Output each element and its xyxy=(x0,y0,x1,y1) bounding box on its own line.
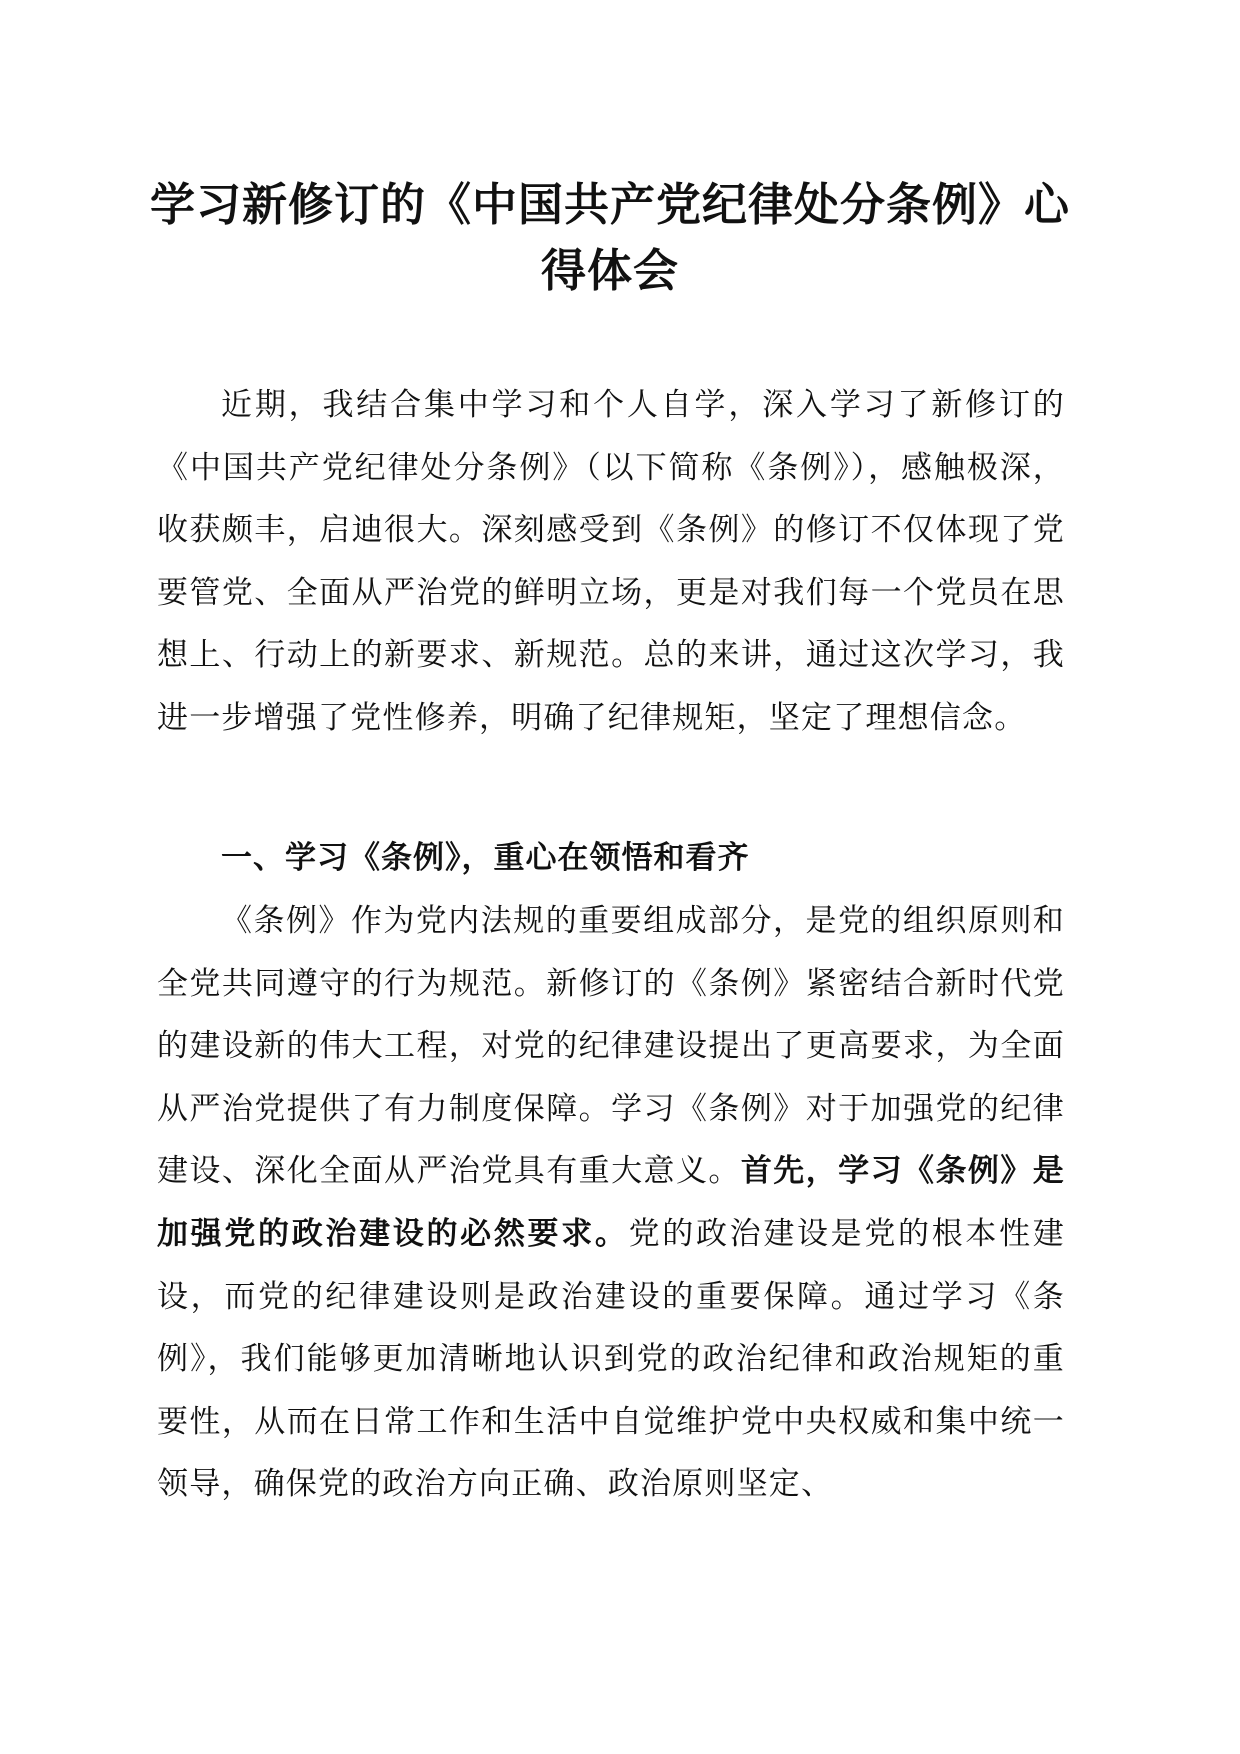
title-line-1: 学习新修订的《中国共产党纪律处分条例》心 xyxy=(150,178,1071,231)
section-1-paragraph xyxy=(157,890,1065,1516)
section-1-text-part-1: 《条例》作为党内法规的重要组成部分，是党的组织原则和全党共同遵守的行为规范。新修订的《条例》紧密结合新时代党的建设新的伟大工程，对党的纪律建设提出了更高要求，为全面从严治党提供了有力制度保障。学习《条例》对于加强党的纪律建设、深化全面从严治党具有重大意义。 xyxy=(157,903,1065,1190)
document-title xyxy=(150,172,1070,304)
section-heading-1: 一、学习《条例》，重心在领悟和看齐 xyxy=(221,840,750,876)
intro-paragraph: 近期，我结合集中学习和个人自学，深入学习了新修订的《中国共产党纪律处分条例》（以下简称《条例》），感触极深，收获颇丰，启迪很大。深刻感受到《条例》的修订不仅体现了党要管党、全面从严治党的鲜明立场，更是对我们每一个党员在思想上、行动上的新要求、新规范。总的来讲，通过这次学习，我进一步增强了党性修养，明确了纪律规矩，坚定了理想信念。 xyxy=(157,387,1065,736)
section-1-text-part-2: 党的政治建设是党的根本性建设，而党的纪律建设则是政治建设的重要保障。通过学习《条例》，我们能够更加清晰地认识到党的政治纪律和政治规矩的重要性，从而在日常工作和生活中自觉维护党中央权威和集中统一领导，确保党的政治方向正确、政治原则坚定、 xyxy=(157,1215,1065,1503)
section-1-bold-statement: 首先，学习《条例》是加强党的政治建设的必然要求。 xyxy=(157,1153,1065,1252)
title-line-2: 得体会 xyxy=(540,244,679,297)
